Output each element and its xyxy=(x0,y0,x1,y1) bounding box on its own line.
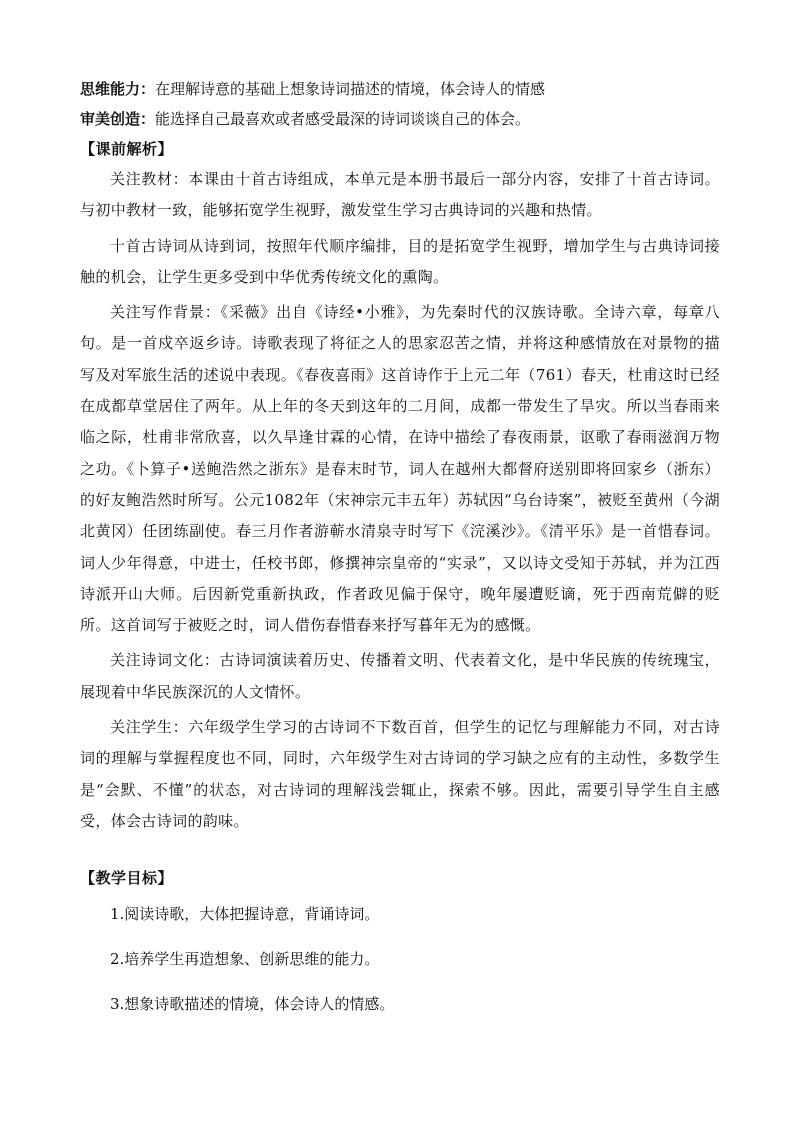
intro-line-aesthetic xyxy=(80,104,720,134)
intro-text-thinking: 在理解诗意的基础上想象诗词描述的情境，体会诗人的情感 xyxy=(155,80,546,98)
analysis-paragraph-background: 关注写作背景：《采薇》出自《诗经•小雅》，为先秦时代的汉族诗歌。全诗六章，每章八句。是一首戍卒返乡诗。诗歌表现了将征之人的思家忍苦之情，并将这种感情放在对景物的描写及对军旅生活的述说中表现。《春夜喜雨》这首诗作于上元二年（761）春天，杜甫这时已经在成都草堂居住了两年。从上年的冬天到这年的二月间，成都一带发生了旱灾。所以当春雨来临之际，杜甫非常欣喜，以久旱逢甘霖的心情，在诗中描绘了春夜雨景，讴歌了春雨滋润万物之功。《卜算子•送鲍浩然之浙东》是春末时节，词人在越州大都督府送别即将回家乡（浙东）的好友鲍浩然时所写。公元1082年（宋神宗元丰五年）苏轼因“乌台诗案”，被贬至黄州（今湖北黄冈）任团练副使。春三月作者游蕲水清泉寺时写下《浣溪沙》。《清平乐》是一首惜春词。词人少年得意，中进士，任校书郎，修撰神宗皇帝的“实录”，又以诗文受知于苏轼，并为江西诗派开山大师。后因新党重新执政，作者政见偏于保守，晚年屡遭贬谪，死于西南荒僻的贬所。这首词写于被贬之时，词人借伤春惜春来抒写暮年无为的感慨。 xyxy=(80,303,720,635)
analysis-paragraph-students: 关注学生：六年级学生学习的古诗词不下数百首，但学生的记忆与理解能力不同，对古诗词的理解与掌握程度也不同，同时，六年级学生对古诗词的学习缺之应有的主动性，多数学生是“会默、不懂”的状态，对古诗词的理解浅尝辄止，探索不够。因此，需要引导学生自主感受，体会古诗词的韵味。 xyxy=(80,718,720,830)
objective-item: 1.阅读诗歌，大体把握诗意，背诵诗词。 xyxy=(110,905,380,924)
objective-item: 3.想象诗歌描述的情境，体会诗人的情感。 xyxy=(110,995,395,1014)
objective-item: 2.培养学生再造想象、创新思维的能力。 xyxy=(110,950,380,969)
document-content xyxy=(80,74,720,1038)
analysis-heading: 【课前解析】 xyxy=(80,140,174,158)
intro-text-aesthetic: 能选择自己最喜欢或者感受最深的诗词谈谈自己的体会。 xyxy=(155,110,531,128)
intro-label-thinking: 思维能力： xyxy=(80,80,156,98)
objectives-list xyxy=(80,903,720,1015)
analysis-paragraph-culture: 关注诗词文化：古诗词演读着历史、传播着文明、代表着文化，是中华民族的传统瑰宝，展现着中华民族深沉的人文情怀。 xyxy=(80,651,720,701)
objectives-heading: 【教学目标】 xyxy=(80,869,174,888)
analysis-paragraph-arrangement: 十首古诗词从诗到词，按照年代顺序编排，目的是拓宽学生视野，增加学生与古典诗词接触的机会，让学生更多受到中华优秀传统文化的熏陶。 xyxy=(80,236,720,286)
analysis-paragraph-textbook: 关注教材：本课由十首古诗组成，本单元是本册书最后一部分内容，安排了十首古诗词。与初中教材一致，能够拓宽学生视野，激发堂生学习古典诗词的兴趣和热情。 xyxy=(80,170,720,220)
intro-label-aesthetic: 审美创造： xyxy=(80,110,156,128)
section-spacer xyxy=(80,841,720,863)
intro-line-thinking xyxy=(80,74,720,104)
